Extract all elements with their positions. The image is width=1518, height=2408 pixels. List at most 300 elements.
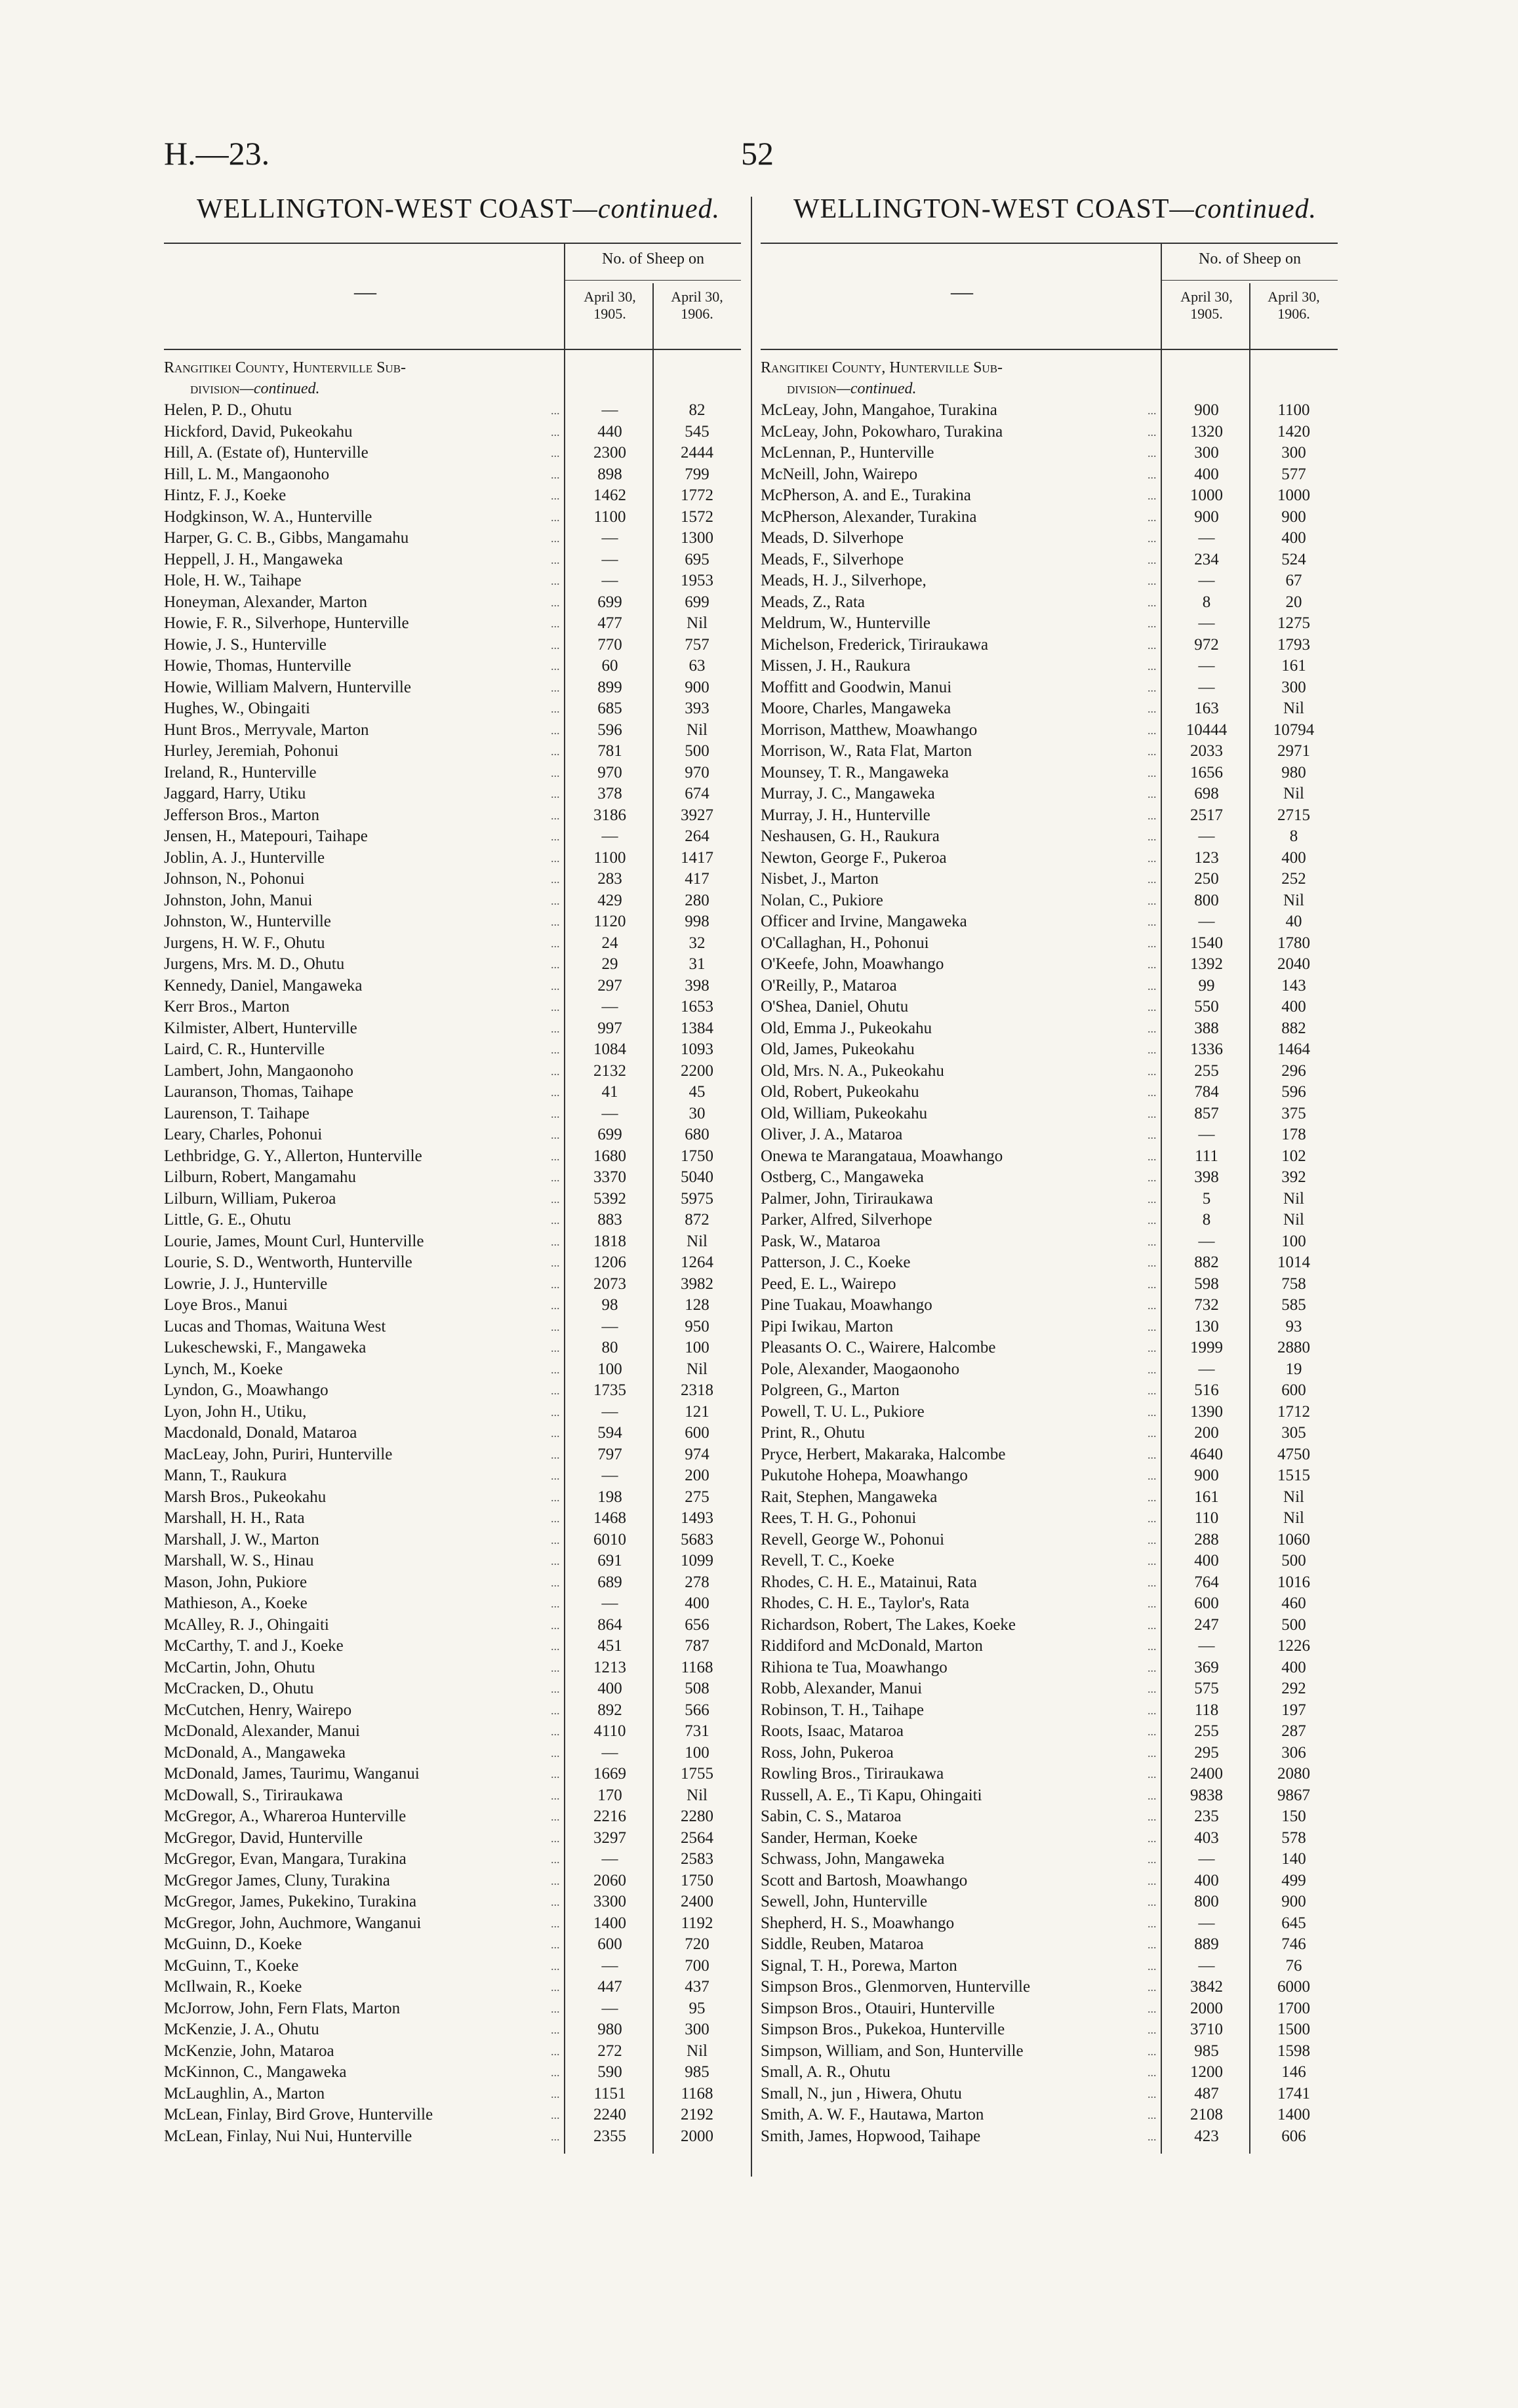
owner-name: Sabin, C. S., Mataroa bbox=[761, 1807, 902, 1825]
table-row bbox=[761, 1828, 1338, 1849]
owner-name: Richardson, Robert, The Lakes, Koeke bbox=[761, 1615, 1016, 1634]
owner-name: Jurgens, H. W. F., Ohutu bbox=[164, 934, 325, 952]
table-row bbox=[164, 911, 741, 933]
owner-name: Lynch, M., Koeke bbox=[164, 1360, 283, 1378]
sheep-1906: 1712 bbox=[1277, 1402, 1310, 1421]
owner-name: Robb, Alexander, Manui bbox=[761, 1680, 923, 1697]
table-row bbox=[164, 1956, 741, 1977]
sheep-1905: 784 bbox=[1194, 1083, 1219, 1101]
leader-dots: ... bbox=[1148, 1384, 1157, 1397]
owner-name: Johnston, John, Manui bbox=[164, 891, 313, 909]
left-subdivision-heading bbox=[164, 357, 557, 399]
owner-name: Missen, J. H., Raukura bbox=[761, 657, 911, 675]
sheep-1905: 10444 bbox=[1186, 720, 1228, 739]
table-row bbox=[761, 1444, 1338, 1466]
sheep-1906: 121 bbox=[685, 1402, 709, 1421]
leader-dots: ... bbox=[1148, 1597, 1157, 1610]
sheep-1905: 980 bbox=[597, 2021, 622, 2038]
table-row bbox=[164, 1870, 741, 1892]
owner-name: Simpson Bros., Otauiri, Hunterville bbox=[761, 1999, 995, 2017]
sheep-1905: 80 bbox=[601, 1339, 618, 1356]
table-row bbox=[164, 1295, 741, 1316]
sheep-1906: 161 bbox=[1281, 657, 1306, 675]
leader-dots: ... bbox=[1148, 766, 1157, 780]
table-row bbox=[761, 1082, 1338, 1103]
sheep-1905: — bbox=[601, 529, 618, 547]
leader-dots: ... bbox=[551, 1149, 560, 1163]
sheep-1905: 1999 bbox=[1190, 1339, 1223, 1356]
sheep-1906: 102 bbox=[1281, 1147, 1306, 1165]
leader-dots: ... bbox=[551, 1384, 560, 1397]
sheep-1906: 545 bbox=[685, 422, 709, 441]
owner-name: McGregor James, Cluny, Turakina bbox=[164, 1871, 390, 1889]
table-row bbox=[164, 1700, 741, 1722]
table-row bbox=[164, 933, 741, 955]
table-row bbox=[761, 1721, 1338, 1743]
owner-name: Hunt Bros., Merryvale, Marton bbox=[164, 720, 369, 739]
sheep-1906: 1420 bbox=[1277, 422, 1310, 441]
sheep-1905: — bbox=[1198, 657, 1215, 675]
sheep-1905: 985 bbox=[1194, 2042, 1219, 2060]
leader-dots: ... bbox=[1148, 1981, 1157, 1994]
table-row bbox=[164, 1465, 741, 1487]
owner-name: O'Reilly, P., Mataroa bbox=[761, 976, 897, 995]
owner-name: Lyon, John H., Utiku, bbox=[164, 1402, 307, 1421]
table-row bbox=[164, 869, 741, 890]
sheep-1906: 566 bbox=[685, 1701, 709, 1719]
sheep-1905: 1656 bbox=[1190, 763, 1223, 781]
owner-name: Robinson, T. H., Taihape bbox=[761, 1701, 924, 1719]
owner-name: Kerr Bros., Marton bbox=[164, 998, 290, 1016]
sheep-1906: 6000 bbox=[1277, 1978, 1310, 1996]
owner-name: Lauranson, Thomas, Taihape bbox=[164, 1083, 353, 1101]
sheep-1905: — bbox=[601, 1402, 618, 1421]
owner-name: Pipi Iwikau, Marton bbox=[761, 1317, 894, 1335]
table-row bbox=[164, 549, 741, 571]
sheep-1906: 2444 bbox=[681, 444, 713, 462]
owner-name: Loye Bros., Manui bbox=[164, 1296, 288, 1314]
table-row bbox=[164, 762, 741, 784]
table-row bbox=[164, 805, 741, 827]
owner-name: McCracken, D., Ohutu bbox=[164, 1680, 314, 1697]
table-row bbox=[761, 528, 1338, 549]
sheep-1906: 731 bbox=[685, 1722, 709, 1740]
leader-dots: ... bbox=[551, 404, 560, 417]
leader-dots: ... bbox=[1148, 1575, 1157, 1589]
sheep-1906: 3927 bbox=[681, 806, 713, 824]
left-sub-line2b: —continued. bbox=[239, 380, 320, 397]
leader-dots: ... bbox=[551, 2044, 560, 2058]
owner-name: Simpson, William, and Son, Hunterville bbox=[761, 2042, 1024, 2060]
leader-dots: ... bbox=[551, 2023, 560, 2036]
table-row bbox=[164, 570, 741, 592]
sheep-1905: — bbox=[601, 998, 618, 1016]
leader-dots: ... bbox=[1148, 1938, 1157, 1951]
leader-dots: ... bbox=[551, 638, 560, 652]
table-row bbox=[761, 570, 1338, 592]
leader-dots: ... bbox=[1148, 1959, 1157, 1973]
leader-dots: ... bbox=[1148, 2108, 1157, 2122]
leader-dots: ... bbox=[1148, 660, 1157, 673]
sheep-1906: Nil bbox=[1283, 1509, 1304, 1527]
leader-dots: ... bbox=[551, 2087, 560, 2101]
table-row bbox=[761, 549, 1338, 571]
leader-dots: ... bbox=[1148, 1853, 1157, 1866]
sheep-1906: 278 bbox=[685, 1573, 709, 1591]
left-title-text: WELLINGTON-WEST COAST bbox=[197, 194, 573, 224]
sheep-1905: 1100 bbox=[593, 507, 626, 526]
sheep-1905: — bbox=[1198, 614, 1215, 632]
table-row bbox=[164, 443, 741, 464]
owner-name: Murray, J. C., Mangaweka bbox=[761, 785, 935, 802]
left-header-group: No. of Sheep on bbox=[602, 250, 704, 267]
leader-dots: ... bbox=[551, 1021, 560, 1035]
leader-dots: ... bbox=[551, 1533, 560, 1547]
sheep-1905: 388 bbox=[1194, 1019, 1219, 1037]
owner-name: Powell, T. U. L., Pukiore bbox=[761, 1402, 925, 1421]
leader-dots: ... bbox=[1148, 1533, 1157, 1547]
owner-name: Johnson, N., Pohonui bbox=[164, 870, 305, 888]
sheep-1905: 250 bbox=[1194, 870, 1219, 888]
table-row bbox=[164, 1018, 741, 1040]
sheep-1905: 899 bbox=[597, 678, 622, 696]
sheep-1906: 1226 bbox=[1277, 1637, 1310, 1655]
sheep-1905: 2132 bbox=[593, 1061, 626, 1080]
leader-dots: ... bbox=[551, 808, 560, 822]
sheep-1906: 2564 bbox=[681, 1828, 713, 1847]
sheep-1906: 695 bbox=[685, 550, 709, 568]
leader-dots: ... bbox=[1148, 873, 1157, 886]
table-row bbox=[761, 869, 1338, 890]
owner-name: Ostberg, C., Mangaweka bbox=[761, 1168, 924, 1186]
owner-name: Old, Mrs. N. A., Pukeokahu bbox=[761, 1061, 944, 1080]
sheep-1905: 272 bbox=[597, 2042, 622, 2060]
owner-name: Pole, Alexander, Maogaonoho bbox=[761, 1360, 960, 1378]
table-row bbox=[164, 485, 741, 507]
sheep-1905: 1392 bbox=[1190, 955, 1223, 973]
sheep-1906: 787 bbox=[685, 1637, 709, 1655]
sheep-1905: 1100 bbox=[593, 848, 626, 867]
table-row bbox=[164, 997, 741, 1018]
sheep-1905: 699 bbox=[597, 593, 622, 611]
leader-dots: ... bbox=[1148, 1661, 1157, 1674]
sheep-1905: 5 bbox=[1202, 1189, 1211, 1208]
leader-dots: ... bbox=[1148, 745, 1157, 758]
leader-dots: ... bbox=[551, 873, 560, 886]
owner-name: Kennedy, Daniel, Mangaweka bbox=[164, 976, 363, 995]
leader-dots: ... bbox=[1148, 1427, 1157, 1440]
table-row bbox=[761, 2126, 1338, 2148]
owner-name: McGregor, James, Pukekino, Turakina bbox=[164, 1893, 417, 1910]
sheep-1905: 1669 bbox=[593, 1765, 626, 1783]
leader-dots: ... bbox=[1148, 979, 1157, 993]
table-row bbox=[761, 783, 1338, 805]
sheep-1905: 200 bbox=[1194, 1424, 1219, 1442]
table-row bbox=[761, 1636, 1338, 1657]
sheep-1905: — bbox=[601, 1467, 618, 1484]
right-header-1905: April 30, 1905. bbox=[1180, 288, 1233, 322]
table-row bbox=[164, 1274, 741, 1295]
table-row bbox=[164, 2126, 741, 2148]
owner-name: Mathieson, A., Koeke bbox=[164, 1594, 308, 1612]
leader-dots: ... bbox=[1148, 1895, 1157, 1908]
sheep-1906: 296 bbox=[1281, 1061, 1306, 1080]
sheep-1906: 1099 bbox=[681, 1552, 713, 1569]
table-row bbox=[761, 890, 1338, 912]
owner-name: Rait, Stephen, Mangaweka bbox=[761, 1488, 938, 1506]
sheep-1905: 764 bbox=[1194, 1573, 1219, 1591]
sheep-1905: 369 bbox=[1194, 1658, 1219, 1676]
leader-dots: ... bbox=[1148, 489, 1157, 502]
sheep-1905: — bbox=[601, 1317, 618, 1335]
owner-name: Simpson Bros., Glenmorven, Hunterville bbox=[761, 1978, 1031, 1996]
sheep-1906: 437 bbox=[685, 1978, 709, 1996]
sheep-1906: 2192 bbox=[681, 2106, 713, 2123]
sheep-1906: 93 bbox=[1285, 1317, 1302, 1335]
owner-name: Russell, A. E., Ti Kapu, Ohingaiti bbox=[761, 1786, 982, 1804]
table-row bbox=[761, 1359, 1338, 1381]
leader-dots: ... bbox=[1148, 1277, 1157, 1291]
table-row bbox=[761, 1785, 1338, 1807]
leader-dots: ... bbox=[1148, 1448, 1157, 1461]
sheep-1906: 1060 bbox=[1277, 1530, 1310, 1549]
sheep-1905: 900 bbox=[1194, 1467, 1219, 1484]
sheep-1905: 400 bbox=[1194, 465, 1219, 483]
sheep-1905: — bbox=[601, 1956, 618, 1975]
sheep-1905: 689 bbox=[597, 1573, 622, 1591]
sheep-1905: 400 bbox=[1194, 1552, 1219, 1569]
page-number: 52 bbox=[741, 135, 774, 172]
owner-name: McLean, Finlay, Nui Nui, Hunterville bbox=[164, 2127, 412, 2145]
sheep-1905: — bbox=[1198, 1956, 1215, 1975]
table-row bbox=[761, 464, 1338, 486]
table-row bbox=[761, 422, 1338, 443]
owner-name: McNeill, John, Wairepo bbox=[761, 465, 918, 483]
leader-dots: ... bbox=[551, 1192, 560, 1206]
table-row bbox=[761, 1550, 1338, 1572]
sheep-1906: 5683 bbox=[681, 1530, 713, 1549]
left-title-continued: —continued. bbox=[572, 194, 721, 224]
sheep-1906: 1750 bbox=[681, 1147, 713, 1165]
sheep-1905: 892 bbox=[597, 1701, 622, 1719]
sheep-1906: 400 bbox=[1281, 1658, 1306, 1676]
sheep-1905: 247 bbox=[1194, 1615, 1219, 1634]
right-section-title bbox=[793, 193, 1317, 225]
sheep-1905: 550 bbox=[1194, 998, 1219, 1016]
leader-dots: ... bbox=[1148, 532, 1157, 545]
sheep-1906: 758 bbox=[1281, 1274, 1306, 1293]
sheep-1905: — bbox=[601, 827, 618, 845]
owner-name: Polgreen, G., Marton bbox=[761, 1381, 900, 1399]
sheep-1905: 3710 bbox=[1190, 2021, 1223, 2038]
leader-dots: ... bbox=[1148, 1405, 1157, 1419]
leader-dots: ... bbox=[1148, 2002, 1157, 2015]
sheep-1906: 1793 bbox=[1277, 635, 1310, 654]
table-row bbox=[761, 1998, 1338, 2020]
sheep-1906: 306 bbox=[1281, 1743, 1306, 1762]
leader-dots: ... bbox=[1148, 1341, 1157, 1354]
owner-name: Old, Emma J., Pukeokahu bbox=[761, 1019, 932, 1037]
owner-name: Sewell, John, Hunterville bbox=[761, 1893, 928, 1910]
sheep-1906: 400 bbox=[685, 1594, 709, 1612]
sheep-1906: 757 bbox=[685, 635, 709, 654]
owner-name: Lourie, James, Mount Curl, Hunterville bbox=[164, 1232, 424, 1250]
sheep-1905: 1000 bbox=[1190, 486, 1223, 504]
table-row bbox=[761, 720, 1338, 741]
leader-dots: ... bbox=[551, 1512, 560, 1525]
leader-dots: ... bbox=[551, 702, 560, 715]
leader-dots: ... bbox=[1148, 1767, 1157, 1781]
sheep-1906: 1598 bbox=[1277, 2042, 1310, 2060]
sheep-1905: 2060 bbox=[593, 1871, 626, 1889]
leader-dots: ... bbox=[551, 787, 560, 800]
sheep-1906: 980 bbox=[1281, 763, 1306, 781]
leader-dots: ... bbox=[1148, 894, 1157, 907]
leader-dots: ... bbox=[551, 1427, 560, 1440]
owner-name: Neshausen, G. H., Raukura bbox=[761, 827, 940, 845]
sheep-1905: 1680 bbox=[593, 1147, 626, 1165]
leader-dots: ... bbox=[1148, 617, 1157, 630]
owner-name: Revell, George W., Pohonui bbox=[761, 1530, 945, 1549]
leader-dots: ... bbox=[551, 1490, 560, 1504]
sheep-1906: Nil bbox=[1283, 700, 1304, 717]
owner-name: McLaughlin, A., Marton bbox=[164, 2084, 325, 2102]
leader-dots: ... bbox=[551, 1746, 560, 1760]
right-sub-line2a: division bbox=[787, 380, 837, 397]
leader-dots: ... bbox=[551, 1214, 560, 1227]
sheep-1905: — bbox=[1198, 827, 1215, 845]
table-row bbox=[164, 1849, 741, 1870]
owner-name: Marshall, W. S., Hinau bbox=[164, 1552, 314, 1569]
sheep-1905: 6010 bbox=[593, 1530, 626, 1549]
table-row bbox=[164, 528, 741, 549]
sheep-1906: 3982 bbox=[681, 1274, 713, 1293]
right-table-body bbox=[761, 400, 1338, 2147]
owner-name: Revell, T. C., Koeke bbox=[761, 1552, 894, 1569]
sheep-1905: 297 bbox=[597, 976, 622, 995]
sheep-1906: 95 bbox=[689, 1999, 706, 2017]
sheep-1905: 2033 bbox=[1190, 742, 1223, 760]
table-row bbox=[761, 1018, 1338, 1040]
table-row bbox=[164, 1636, 741, 1657]
table-row bbox=[761, 1380, 1338, 1402]
leader-dots: ... bbox=[1148, 1554, 1157, 1568]
sheep-1905: 8 bbox=[1202, 593, 1211, 611]
owner-name: Hole, H. W., Taihape bbox=[164, 572, 302, 589]
sheep-1905: 864 bbox=[597, 1615, 622, 1634]
leader-dots: ... bbox=[1148, 2044, 1157, 2058]
sheep-1905: 1390 bbox=[1190, 1402, 1223, 1421]
sheep-1906: 100 bbox=[685, 1743, 709, 1762]
leader-dots: ... bbox=[551, 1043, 560, 1056]
table-row bbox=[164, 1785, 741, 1807]
sheep-1906: 393 bbox=[685, 700, 709, 717]
leader-dots: ... bbox=[551, 936, 560, 950]
sheep-1906: 280 bbox=[685, 891, 709, 909]
leader-dots: ... bbox=[551, 1810, 560, 1823]
sheep-1906: 596 bbox=[1281, 1083, 1306, 1101]
sheep-1906: 1264 bbox=[681, 1253, 713, 1271]
owner-name: Heppell, J. H., Mangaweka bbox=[164, 550, 343, 568]
leader-dots: ... bbox=[1148, 1192, 1157, 1206]
sheep-1906: 1093 bbox=[681, 1040, 713, 1058]
leader-dots: ... bbox=[551, 723, 560, 737]
sheep-1906: 645 bbox=[1281, 1914, 1306, 1932]
owner-name: Mann, T., Raukura bbox=[164, 1467, 287, 1484]
leader-dots: ... bbox=[1148, 2066, 1157, 2079]
table-row bbox=[164, 656, 741, 677]
owner-name: Oliver, J. A., Mataroa bbox=[761, 1126, 903, 1143]
table-row bbox=[164, 1189, 741, 1210]
owner-name: Morrison, W., Rata Flat, Marton bbox=[761, 742, 972, 760]
leader-dots: ... bbox=[1148, 830, 1157, 843]
table-row bbox=[761, 1934, 1338, 1956]
table-row bbox=[164, 2019, 741, 2041]
leader-dots: ... bbox=[551, 1448, 560, 1461]
leader-dots: ... bbox=[1148, 1214, 1157, 1227]
right-column bbox=[761, 243, 1338, 2262]
left-header-dash: — bbox=[354, 280, 376, 304]
sheep-1906: Nil bbox=[687, 2042, 708, 2060]
leader-dots: ... bbox=[1148, 425, 1157, 439]
owner-name: McLeay, John, Pokowharo, Turakina bbox=[761, 422, 1003, 441]
sheep-1906: 970 bbox=[685, 763, 709, 781]
table-row bbox=[164, 1167, 741, 1189]
leader-dots: ... bbox=[551, 1981, 560, 1994]
sheep-1906: Nil bbox=[687, 1232, 708, 1250]
table-row bbox=[761, 1870, 1338, 1892]
sheep-1906: 2971 bbox=[1277, 742, 1310, 760]
leader-dots: ... bbox=[551, 446, 560, 460]
sheep-1905: 163 bbox=[1194, 700, 1219, 717]
table-row bbox=[164, 613, 741, 635]
sheep-1906: 1500 bbox=[1277, 2021, 1310, 2038]
owner-name: McDonald, James, Taurimu, Wanganui bbox=[164, 1765, 420, 1783]
owner-name: Pryce, Herbert, Makaraka, Halcombe bbox=[761, 1445, 1006, 1463]
table-row bbox=[761, 400, 1338, 422]
owner-name: Patterson, J. C., Koeke bbox=[761, 1253, 911, 1271]
sheep-1905: 451 bbox=[597, 1637, 622, 1655]
right-sub-line1: Rangitikei County, Hunterville Sub- bbox=[761, 359, 1003, 376]
sheep-1906: 1741 bbox=[1277, 2084, 1310, 2102]
owner-name: McCartin, John, Ohutu bbox=[164, 1658, 315, 1676]
leader-dots: ... bbox=[551, 1554, 560, 1568]
sheep-1906: 1750 bbox=[681, 1871, 713, 1889]
sheep-1906: 1168 bbox=[681, 2084, 713, 2102]
table-row bbox=[761, 2083, 1338, 2105]
sheep-1905: 24 bbox=[601, 934, 618, 952]
sheep-1905: 575 bbox=[1194, 1680, 1219, 1697]
owner-name: Small, A. R., Ohutu bbox=[761, 2063, 890, 2081]
leader-dots: ... bbox=[551, 1299, 560, 1312]
sheep-1905: 255 bbox=[1194, 1722, 1219, 1740]
sheep-1905: — bbox=[1198, 1914, 1215, 1932]
owner-name: Old, William, Pukeokahu bbox=[761, 1104, 928, 1122]
sheep-1905: 1336 bbox=[1190, 1040, 1223, 1058]
sheep-1906: 143 bbox=[1281, 976, 1306, 995]
sheep-1905: — bbox=[601, 1594, 618, 1612]
sheep-1905: 2400 bbox=[1190, 1765, 1223, 1783]
sheep-1906: 178 bbox=[1281, 1126, 1306, 1143]
owner-name: Lilburn, Robert, Mangamahu bbox=[164, 1168, 356, 1186]
sheep-1905: 255 bbox=[1194, 1061, 1219, 1080]
table-row bbox=[761, 1657, 1338, 1679]
table-row bbox=[761, 1124, 1338, 1146]
leader-dots: ... bbox=[551, 510, 560, 524]
sheep-1905: 398 bbox=[1194, 1168, 1219, 1186]
owner-name: Hintz, F. J., Koeke bbox=[164, 486, 287, 504]
sheep-1906: 872 bbox=[685, 1211, 709, 1229]
